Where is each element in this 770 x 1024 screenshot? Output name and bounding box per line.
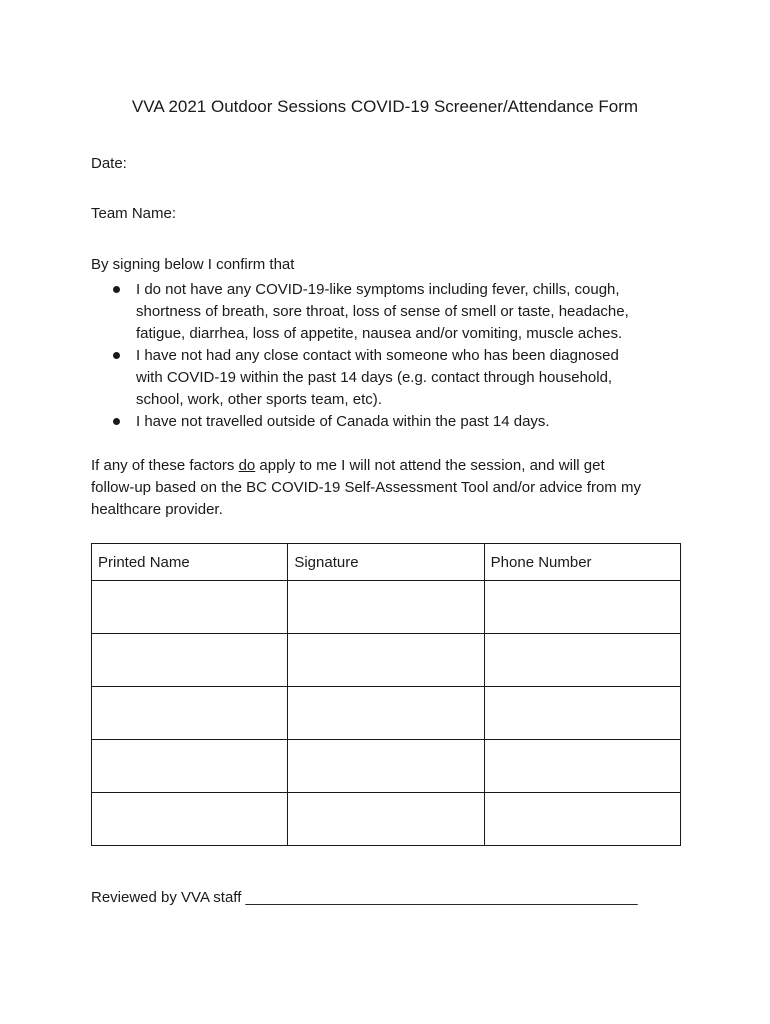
confirmation-line: school, work, other sports team, etc).: [136, 391, 382, 408]
confirmation-item-travel: [91, 411, 691, 433]
bullet-icon: [113, 286, 120, 293]
phone-number-cell[interactable]: [484, 740, 680, 793]
reviewed-by-line: Reviewed by VVA staff _______________________________________________: [91, 889, 638, 906]
printed-name-cell[interactable]: [92, 581, 288, 634]
confirmation-list: [91, 279, 691, 433]
table-row: [92, 793, 681, 846]
confirmation-line: I have not travelled outside of Canada within the past 14 days.: [136, 413, 550, 430]
signature-cell[interactable]: [288, 581, 484, 634]
table-header-row: [92, 544, 681, 581]
table-row: [92, 740, 681, 793]
confirmation-line: fatigue, diarrhea, loss of appetite, nausea and/or vomiting, muscle aches.: [136, 325, 623, 342]
signature-cell[interactable]: [288, 793, 484, 846]
notice-emphasis: do: [238, 457, 256, 474]
table-row: [92, 634, 681, 687]
notice-text: follow-up based on the BC COVID-19 Self-Assessment Tool and/or advice from my: [91, 479, 641, 496]
attendance-table: [91, 543, 681, 846]
confirmation-line: I have not had any close contact with someone who has been diagnosed: [136, 347, 619, 364]
printed-name-cell[interactable]: [92, 634, 288, 687]
confirmation-line: with COVID-19 within the past 14 days (e.g. contact through household,: [136, 369, 613, 386]
notice-text: apply to me I will not attend the session, and will get: [255, 457, 605, 474]
printed-name-cell[interactable]: [92, 687, 288, 740]
notice-text: healthcare provider.: [91, 501, 223, 518]
signature-cell[interactable]: [288, 687, 484, 740]
table-row: [92, 687, 681, 740]
phone-number-cell[interactable]: [484, 581, 680, 634]
column-header-signature: Signature: [288, 544, 484, 581]
team-name-field-label: Team Name:: [91, 205, 177, 222]
confirmation-line: shortness of breath, sore throat, loss of sense of smell or taste, headache,: [136, 303, 629, 320]
phone-number-cell[interactable]: [484, 634, 680, 687]
confirmation-item-contact: [91, 345, 691, 411]
table-row: [92, 581, 681, 634]
bullet-icon: [113, 418, 120, 425]
printed-name-cell[interactable]: [92, 740, 288, 793]
signature-cell[interactable]: [288, 634, 484, 687]
phone-number-cell[interactable]: [484, 687, 680, 740]
confirmation-line: I do not have any COVID-19-like symptoms including fever, chills, cough,: [136, 281, 620, 298]
page-title: VVA 2021 Outdoor Sessions COVID-19 Screener/Attendance Form: [131, 97, 639, 116]
date-field-label: Date:: [91, 155, 127, 172]
notice-text: If any of these factors: [91, 457, 239, 474]
column-header-phone-number: Phone Number: [484, 544, 680, 581]
signature-cell[interactable]: [288, 740, 484, 793]
printed-name-cell[interactable]: [92, 793, 288, 846]
bullet-icon: [113, 352, 120, 359]
confirmation-intro: By signing below I confirm that: [91, 256, 295, 273]
column-header-printed-name: Printed Name: [92, 544, 288, 581]
confirmation-item-symptoms: [91, 279, 691, 345]
notice-paragraph: [91, 455, 691, 521]
phone-number-cell[interactable]: [484, 793, 680, 846]
